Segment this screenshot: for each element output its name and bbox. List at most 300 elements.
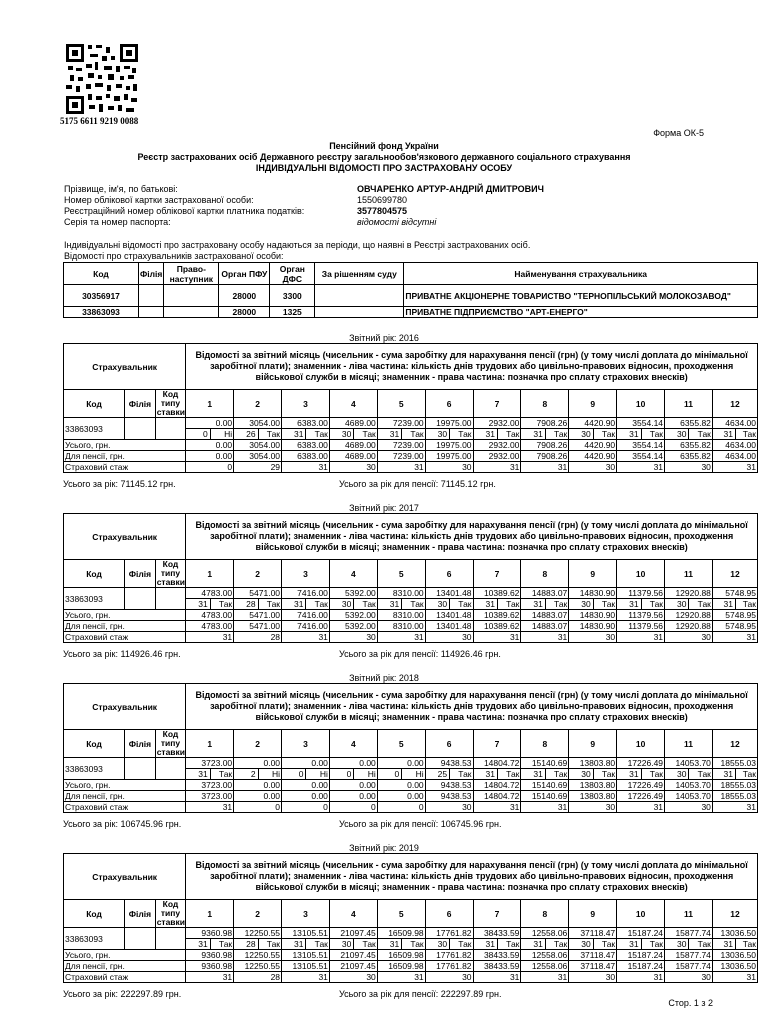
month-days: 31	[617, 429, 641, 439]
rate-type-header: Код типу ставки	[156, 559, 186, 587]
row-value-stazh: 29	[234, 462, 282, 473]
month-days: 2	[234, 769, 258, 779]
month-mark: Ні	[415, 769, 424, 779]
month-days: 0	[186, 429, 210, 439]
row-value-total: 0.00	[329, 780, 377, 791]
employer-header: Страхувальник	[64, 854, 186, 900]
month-amount: 9438.53	[425, 758, 473, 769]
month-amount: 14830.90	[569, 588, 617, 599]
month-amount: 15877.74	[665, 928, 713, 939]
row-value-pension: 11379.56	[617, 621, 665, 632]
row-value-total: 15187.24	[617, 950, 665, 961]
month-amount: 17226.49	[617, 758, 665, 769]
row-value-stazh: 30	[665, 462, 713, 473]
row-value-total: 3554.14	[617, 440, 665, 451]
month-days: 30	[665, 769, 689, 779]
row-value-pension: 19975.00	[425, 451, 473, 462]
month-header: 10	[617, 730, 665, 758]
month-header: 5	[377, 900, 425, 928]
month-mark: Так	[362, 429, 376, 439]
month-mark: Так	[458, 599, 472, 609]
month-amount: 4689.00	[329, 418, 377, 429]
row-value-total: 0.00	[234, 780, 282, 791]
month-mark: Так	[554, 769, 568, 779]
month-mark: Так	[314, 429, 328, 439]
row-value-pension: 4689.00	[329, 451, 377, 462]
month-amount: 5392.00	[329, 588, 377, 599]
month-amount: 15187.24	[617, 928, 665, 939]
row-value-pension: 6355.82	[665, 451, 713, 462]
row-value-pension: 7416.00	[282, 621, 330, 632]
month-mark: Ні	[224, 429, 233, 439]
row-label-pension: Для пенсії, грн.	[64, 961, 186, 972]
row-value-total: 4420.90	[569, 440, 617, 451]
row-value-stazh: 30	[569, 462, 617, 473]
row-value-total: 2932.00	[473, 440, 521, 451]
row-value-pension: 13105.51	[282, 961, 330, 972]
emp-code: 30356917	[64, 285, 139, 307]
month-days: 31	[713, 599, 736, 609]
row-value-total: 13401.48	[425, 610, 473, 621]
row-value-pension: 12250.55	[234, 961, 282, 972]
row-value-stazh: 0	[377, 802, 425, 813]
month-header: 11	[665, 560, 713, 588]
month-amount: 9360.98	[186, 928, 234, 939]
emp-dfs: 1325	[270, 307, 315, 318]
month-header: 8	[521, 900, 569, 928]
row-value-total: 4783.00	[186, 610, 234, 621]
row-value-pension: 4783.00	[186, 621, 234, 632]
month-amount: 17761.82	[425, 928, 473, 939]
month-header: 2	[234, 900, 282, 928]
month-mark: Так	[649, 939, 664, 949]
month-header: 10	[617, 900, 665, 928]
row-value-pension: 0.00	[186, 451, 234, 462]
month-mark: Так	[742, 429, 756, 439]
row-label-stazh: Страховий стаж	[64, 462, 186, 473]
row-value-pension: 3723.00	[186, 791, 234, 802]
code-header: Код	[64, 390, 125, 418]
month-header: 9	[569, 730, 617, 758]
row-value-total: 5748.95	[712, 610, 757, 621]
branch-header: Філія	[125, 900, 156, 928]
row-value-total: 12558.06	[521, 950, 569, 961]
year-sum: Усього за рік: 114926.46 грн.	[63, 649, 181, 659]
table-row	[64, 307, 758, 318]
year-table	[63, 513, 758, 643]
row-value-total: 17761.82	[425, 950, 473, 961]
row-value-pension: 17226.49	[617, 791, 665, 802]
emp-branch	[139, 285, 164, 307]
month-amount: 4634.00	[712, 418, 757, 429]
row-value-stazh: 30	[425, 972, 473, 983]
name-label: Прізвище, ім'я, по батькові:	[64, 184, 178, 194]
branch-header: Філія	[125, 390, 156, 418]
month-header: 7	[473, 560, 521, 588]
month-days: 26	[234, 429, 258, 439]
row-value-pension: 15187.24	[617, 961, 665, 972]
row-value-total: 13036.50	[712, 950, 757, 961]
year-table	[63, 343, 758, 473]
year-sum-pension: Усього за рік для пенсії: 222297.89 грн.	[339, 989, 502, 999]
month-header: 1	[186, 560, 234, 588]
month-amount: 6383.00	[282, 418, 330, 429]
month-amount: 4783.00	[186, 588, 234, 599]
month-header: 7	[473, 900, 521, 928]
month-days: 31	[282, 939, 306, 949]
month-amount: 19975.00	[425, 418, 473, 429]
header-line-1: Пенсійний фонд України	[329, 141, 439, 151]
month-header: 12	[712, 560, 757, 588]
row-value-pension: 18555.03	[712, 791, 757, 802]
month-days: 30	[665, 939, 689, 949]
month-header: 1	[186, 730, 234, 758]
month-days: 30	[569, 939, 593, 949]
row-value-stazh: 28	[234, 972, 282, 983]
month-mark: Так	[506, 939, 520, 949]
form-id: Форма ОК-5	[653, 128, 704, 138]
month-mark: Так	[506, 429, 520, 439]
row-value-total: 15140.69	[521, 780, 569, 791]
row-value-stazh: 31	[473, 802, 521, 813]
month-mark: Так	[601, 939, 616, 949]
month-amount: 12250.55	[234, 928, 282, 939]
employer-header: Страхувальник	[64, 684, 186, 730]
month-header: 8	[521, 730, 569, 758]
row-value-pension: 15140.69	[521, 791, 569, 802]
row-value-stazh: 31	[377, 972, 425, 983]
month-header: 12	[712, 730, 757, 758]
description-header: Відомості за звітний місяць (чисельник - сума заробітку для нарахування пенсії (грн) (у тому числі доплата до мінімальної заробітної плати); знаменник - ліва частина: кількість днів трудових або цивільно-правових відносин, проходження військової служби в місяці; знаменник - права частина: позначка про сплату страхових внесків)	[186, 854, 758, 900]
month-days: 31	[474, 939, 498, 949]
month-header: 10	[617, 390, 665, 418]
emp-name: ПРИВАТНЕ ПІДПРИЄМСТВО "АРТ-ЕНЕРГО"	[404, 307, 758, 318]
month-mark: Так	[218, 769, 233, 779]
row-value-stazh: 31	[617, 462, 665, 473]
month-days: 31	[617, 939, 641, 949]
month-amount: 14804.72	[473, 758, 521, 769]
row-value-pension: 5392.00	[329, 621, 377, 632]
month-mark: Так	[697, 599, 711, 609]
row-value-pension: 5471.00	[234, 621, 282, 632]
employer-code: 33863093	[64, 418, 125, 440]
employer-code: 33863093	[64, 928, 125, 950]
month-days: 31	[521, 939, 545, 949]
emp-branch	[139, 307, 164, 318]
name-value: ОВЧАРЕНКО АРТУР-АНДРІЙ ДМИТРОВИЧ	[357, 184, 544, 194]
row-value-stazh: 31	[473, 632, 521, 643]
year-sum-pension: Усього за рік для пенсії: 71145.12 грн.	[339, 479, 496, 489]
month-mark: Так	[649, 769, 664, 779]
month-amount: 18555.03	[712, 758, 757, 769]
row-value-stazh: 30	[425, 462, 473, 473]
row-label-stazh: Страховий стаж	[64, 972, 186, 983]
row-value-stazh: 31	[617, 802, 665, 813]
month-mark: Так	[218, 939, 233, 949]
row-value-total: 13803.80	[569, 780, 617, 791]
row-value-pension: 0.00	[282, 791, 330, 802]
year-title: Звітний рік: 2017	[349, 503, 419, 513]
month-mark: Так	[410, 939, 424, 949]
code-header: Код	[64, 730, 125, 758]
emp-header: Право-наступник	[164, 263, 219, 285]
row-value-total: 5471.00	[234, 610, 282, 621]
month-amount: 21097.45	[329, 928, 377, 939]
month-days: 30	[426, 599, 450, 609]
row-value-pension: 9438.53	[425, 791, 473, 802]
month-header: 3	[282, 730, 330, 758]
row-label-stazh: Страховий стаж	[64, 632, 186, 643]
row-value-pension: 14883.07	[521, 621, 569, 632]
row-value-pension: 14830.90	[569, 621, 617, 632]
year-title: Звітний рік: 2018	[349, 673, 419, 683]
row-value-pension: 14804.72	[473, 791, 521, 802]
row-value-stazh: 31	[617, 632, 665, 643]
row-label-total: Усього, грн.	[64, 610, 186, 621]
row-value-pension: 3054.00	[234, 451, 282, 462]
row-value-stazh: 31	[186, 632, 234, 643]
month-header: 5	[377, 560, 425, 588]
row-value-total: 37118.47	[569, 950, 617, 961]
month-days: 31	[474, 599, 498, 609]
row-value-total: 9360.98	[186, 950, 234, 961]
row-label-total: Усього, грн.	[64, 440, 186, 451]
month-days: 31	[282, 599, 306, 609]
note-line-2: Відомості про страхувальників застрахованої особи:	[64, 251, 284, 261]
month-header: 9	[569, 560, 617, 588]
month-days: 31	[186, 939, 210, 949]
month-header: 3	[282, 560, 330, 588]
month-days: 31	[713, 769, 736, 779]
month-header: 5	[377, 730, 425, 758]
row-value-stazh: 31	[282, 462, 330, 473]
row-value-total: 14053.70	[665, 780, 713, 791]
month-mark: Так	[458, 429, 472, 439]
row-value-pension: 10389.62	[473, 621, 521, 632]
month-mark: Так	[742, 599, 756, 609]
month-mark: Так	[697, 939, 711, 949]
month-mark: Так	[554, 599, 568, 609]
month-days: 0	[282, 769, 306, 779]
month-amount: 5471.00	[234, 588, 282, 599]
month-header: 8	[521, 390, 569, 418]
month-mark: Ні	[319, 769, 328, 779]
month-header: 8	[521, 560, 569, 588]
month-amount: 2932.00	[473, 418, 521, 429]
month-mark: Так	[314, 599, 328, 609]
month-mark: Так	[506, 599, 520, 609]
year-table	[63, 683, 758, 813]
emp-header: За рішенням суду	[315, 263, 404, 285]
row-value-total: 0.00	[282, 780, 330, 791]
passport-label: Серія та номер паспорта:	[64, 217, 171, 227]
row-value-pension: 13803.80	[569, 791, 617, 802]
month-days: 31	[474, 429, 498, 439]
month-days: 30	[569, 599, 593, 609]
month-amount: 13401.48	[425, 588, 473, 599]
month-amount: 13105.51	[282, 928, 330, 939]
row-value-stazh: 0	[186, 462, 234, 473]
row-value-stazh: 31	[186, 802, 234, 813]
month-mark: Ні	[272, 769, 281, 779]
row-value-stazh: 30	[425, 802, 473, 813]
employer-header: Страхувальник	[64, 514, 186, 560]
row-value-pension: 37118.47	[569, 961, 617, 972]
row-value-stazh: 31	[521, 462, 569, 473]
row-value-total: 7416.00	[282, 610, 330, 621]
row-value-pension: 17761.82	[425, 961, 473, 972]
month-header: 1	[186, 390, 234, 418]
row-value-total: 13105.51	[282, 950, 330, 961]
month-header: 2	[234, 730, 282, 758]
row-value-pension: 12920.88	[665, 621, 713, 632]
row-value-stazh: 30	[329, 972, 377, 983]
year-title: Звітний рік: 2019	[349, 843, 419, 853]
month-days: 31	[378, 429, 402, 439]
tax-value: 3577804575	[357, 206, 408, 216]
month-header: 2	[234, 390, 282, 418]
row-value-total: 14883.07	[521, 610, 569, 621]
row-value-stazh: 31	[521, 972, 569, 983]
row-value-total: 14804.72	[473, 780, 521, 791]
emp-court	[315, 307, 404, 318]
month-header: 7	[473, 390, 521, 418]
description-header: Відомості за звітний місяць (чисельник - сума заробітку для нарахування пенсії (грн) (у тому числі доплата до мінімальної заробітної плати); знаменник - ліва частина: кількість днів трудових або цивільно-правових відносин, проходження військової служби в місяці; знаменник - права частина: позначка про сплату страхових внесків)	[186, 514, 758, 560]
card-label: Номер облікової картки застрахованої особи:	[64, 195, 254, 205]
month-days: 31	[378, 939, 402, 949]
employer-header: Страхувальник	[64, 344, 186, 390]
row-value-stazh: 31	[617, 972, 665, 983]
month-header: 4	[329, 390, 377, 418]
month-mark: Ні	[367, 769, 376, 779]
month-header: 10	[617, 560, 665, 588]
row-value-total: 9438.53	[425, 780, 473, 791]
description-header: Відомості за звітний місяць (чисельник - сума заробітку для нарахування пенсії (грн) (у тому числі доплата до мінімальної заробітної плати); знаменник - ліва частина: кількість днів трудових або цивільно-правових відносин, проходження військової служби в місяці; знаменник - права частина: позначка про сплату страхових внесків)	[186, 344, 758, 390]
row-value-total: 19975.00	[425, 440, 473, 451]
row-value-total: 16509.98	[377, 950, 425, 961]
month-mark: Так	[458, 939, 472, 949]
month-amount: 4420.90	[569, 418, 617, 429]
month-header: 2	[234, 560, 282, 588]
month-days: 31	[186, 769, 210, 779]
row-value-total: 0.00	[186, 440, 234, 451]
row-value-stazh: 0	[329, 802, 377, 813]
row-value-stazh: 31	[377, 462, 425, 473]
row-value-total: 0.00	[377, 780, 425, 791]
month-days: 30	[330, 599, 354, 609]
month-amount: 16509.98	[377, 928, 425, 939]
row-value-pension: 38433.59	[473, 961, 521, 972]
month-header: 11	[665, 390, 713, 418]
month-days: 0	[378, 769, 402, 779]
row-value-stazh: 31	[712, 972, 757, 983]
month-mark: Так	[410, 429, 424, 439]
month-days: 31	[713, 429, 736, 439]
row-label-total: Усього, грн.	[64, 780, 186, 791]
row-value-stazh: 31	[712, 632, 757, 643]
row-value-pension: 12558.06	[521, 961, 569, 972]
emp-header: Орган ДФС	[270, 263, 315, 285]
row-label-pension: Для пенсії, грн.	[64, 621, 186, 632]
month-days: 31	[521, 769, 545, 779]
month-days: 31	[474, 769, 498, 779]
month-amount: 38433.59	[473, 928, 521, 939]
year-sum: Усього за рік: 106745.96 грн.	[63, 819, 182, 829]
row-value-stazh: 31	[712, 462, 757, 473]
row-value-stazh: 31	[186, 972, 234, 983]
month-mark: Так	[742, 769, 756, 779]
month-days: 30	[665, 429, 689, 439]
row-value-stazh: 30	[665, 632, 713, 643]
note-line-1: Індивідуальні відомості про застраховану особу надаються за періоди, що наявні в Реєстрі застрахованих осіб.	[64, 240, 531, 250]
month-amount: 37118.47	[569, 928, 617, 939]
row-value-total: 3723.00	[186, 780, 234, 791]
row-value-total: 10389.62	[473, 610, 521, 621]
row-label-total: Усього, грн.	[64, 950, 186, 961]
tax-label: Реєстраційний номер облікової картки платника податків:	[64, 206, 305, 216]
employer-code: 33863093	[64, 588, 125, 610]
year-sum: Усього за рік: 71145.12 грн.	[63, 479, 176, 489]
month-mark: Так	[649, 429, 664, 439]
month-amount: 7239.00	[377, 418, 425, 429]
month-mark: Так	[601, 769, 616, 779]
row-value-stazh: 30	[329, 462, 377, 473]
row-value-total: 11379.56	[617, 610, 665, 621]
month-mark: Так	[458, 769, 472, 779]
month-header: 3	[282, 390, 330, 418]
row-value-pension: 13036.50	[712, 961, 757, 972]
month-header: 6	[425, 900, 473, 928]
employer-code: 33863093	[64, 758, 125, 780]
row-value-pension: 6383.00	[282, 451, 330, 462]
year-sum-pension: Усього за рік для пенсії: 106745.96 грн.	[339, 819, 502, 829]
table-row	[64, 285, 758, 307]
row-value-total: 38433.59	[473, 950, 521, 961]
month-amount: 3054.00	[234, 418, 282, 429]
branch-header: Філія	[125, 730, 156, 758]
row-value-total: 6355.82	[665, 440, 713, 451]
month-header: 12	[712, 390, 757, 418]
month-header: 11	[665, 900, 713, 928]
qr-code	[64, 42, 140, 116]
emp-header: Код	[64, 263, 139, 285]
row-value-total: 4634.00	[712, 440, 757, 451]
row-value-pension: 7908.26	[521, 451, 569, 462]
branch-header: Філія	[125, 560, 156, 588]
passport-value: відомості відсутні	[357, 217, 437, 227]
year-sum: Усього за рік: 222297.89 грн.	[63, 989, 182, 999]
row-value-total: 12920.88	[665, 610, 713, 621]
month-days: 30	[426, 939, 450, 949]
month-mark: Так	[649, 599, 664, 609]
row-value-stazh: 0	[282, 802, 330, 813]
month-amount: 10389.62	[473, 588, 521, 599]
month-mark: Так	[697, 429, 711, 439]
row-value-stazh: 31	[521, 802, 569, 813]
month-days: 31	[186, 599, 210, 609]
row-value-stazh: 30	[329, 632, 377, 643]
row-value-total: 12250.55	[234, 950, 282, 961]
row-value-total: 8310.00	[377, 610, 425, 621]
month-amount: 0.00	[282, 758, 330, 769]
row-value-stazh: 30	[569, 972, 617, 983]
row-value-stazh: 31	[473, 462, 521, 473]
employers-table	[63, 262, 758, 318]
emp-pfu: 28000	[219, 285, 270, 307]
month-amount: 14883.07	[521, 588, 569, 599]
row-value-stazh: 30	[569, 632, 617, 643]
row-value-pension: 4634.00	[712, 451, 757, 462]
